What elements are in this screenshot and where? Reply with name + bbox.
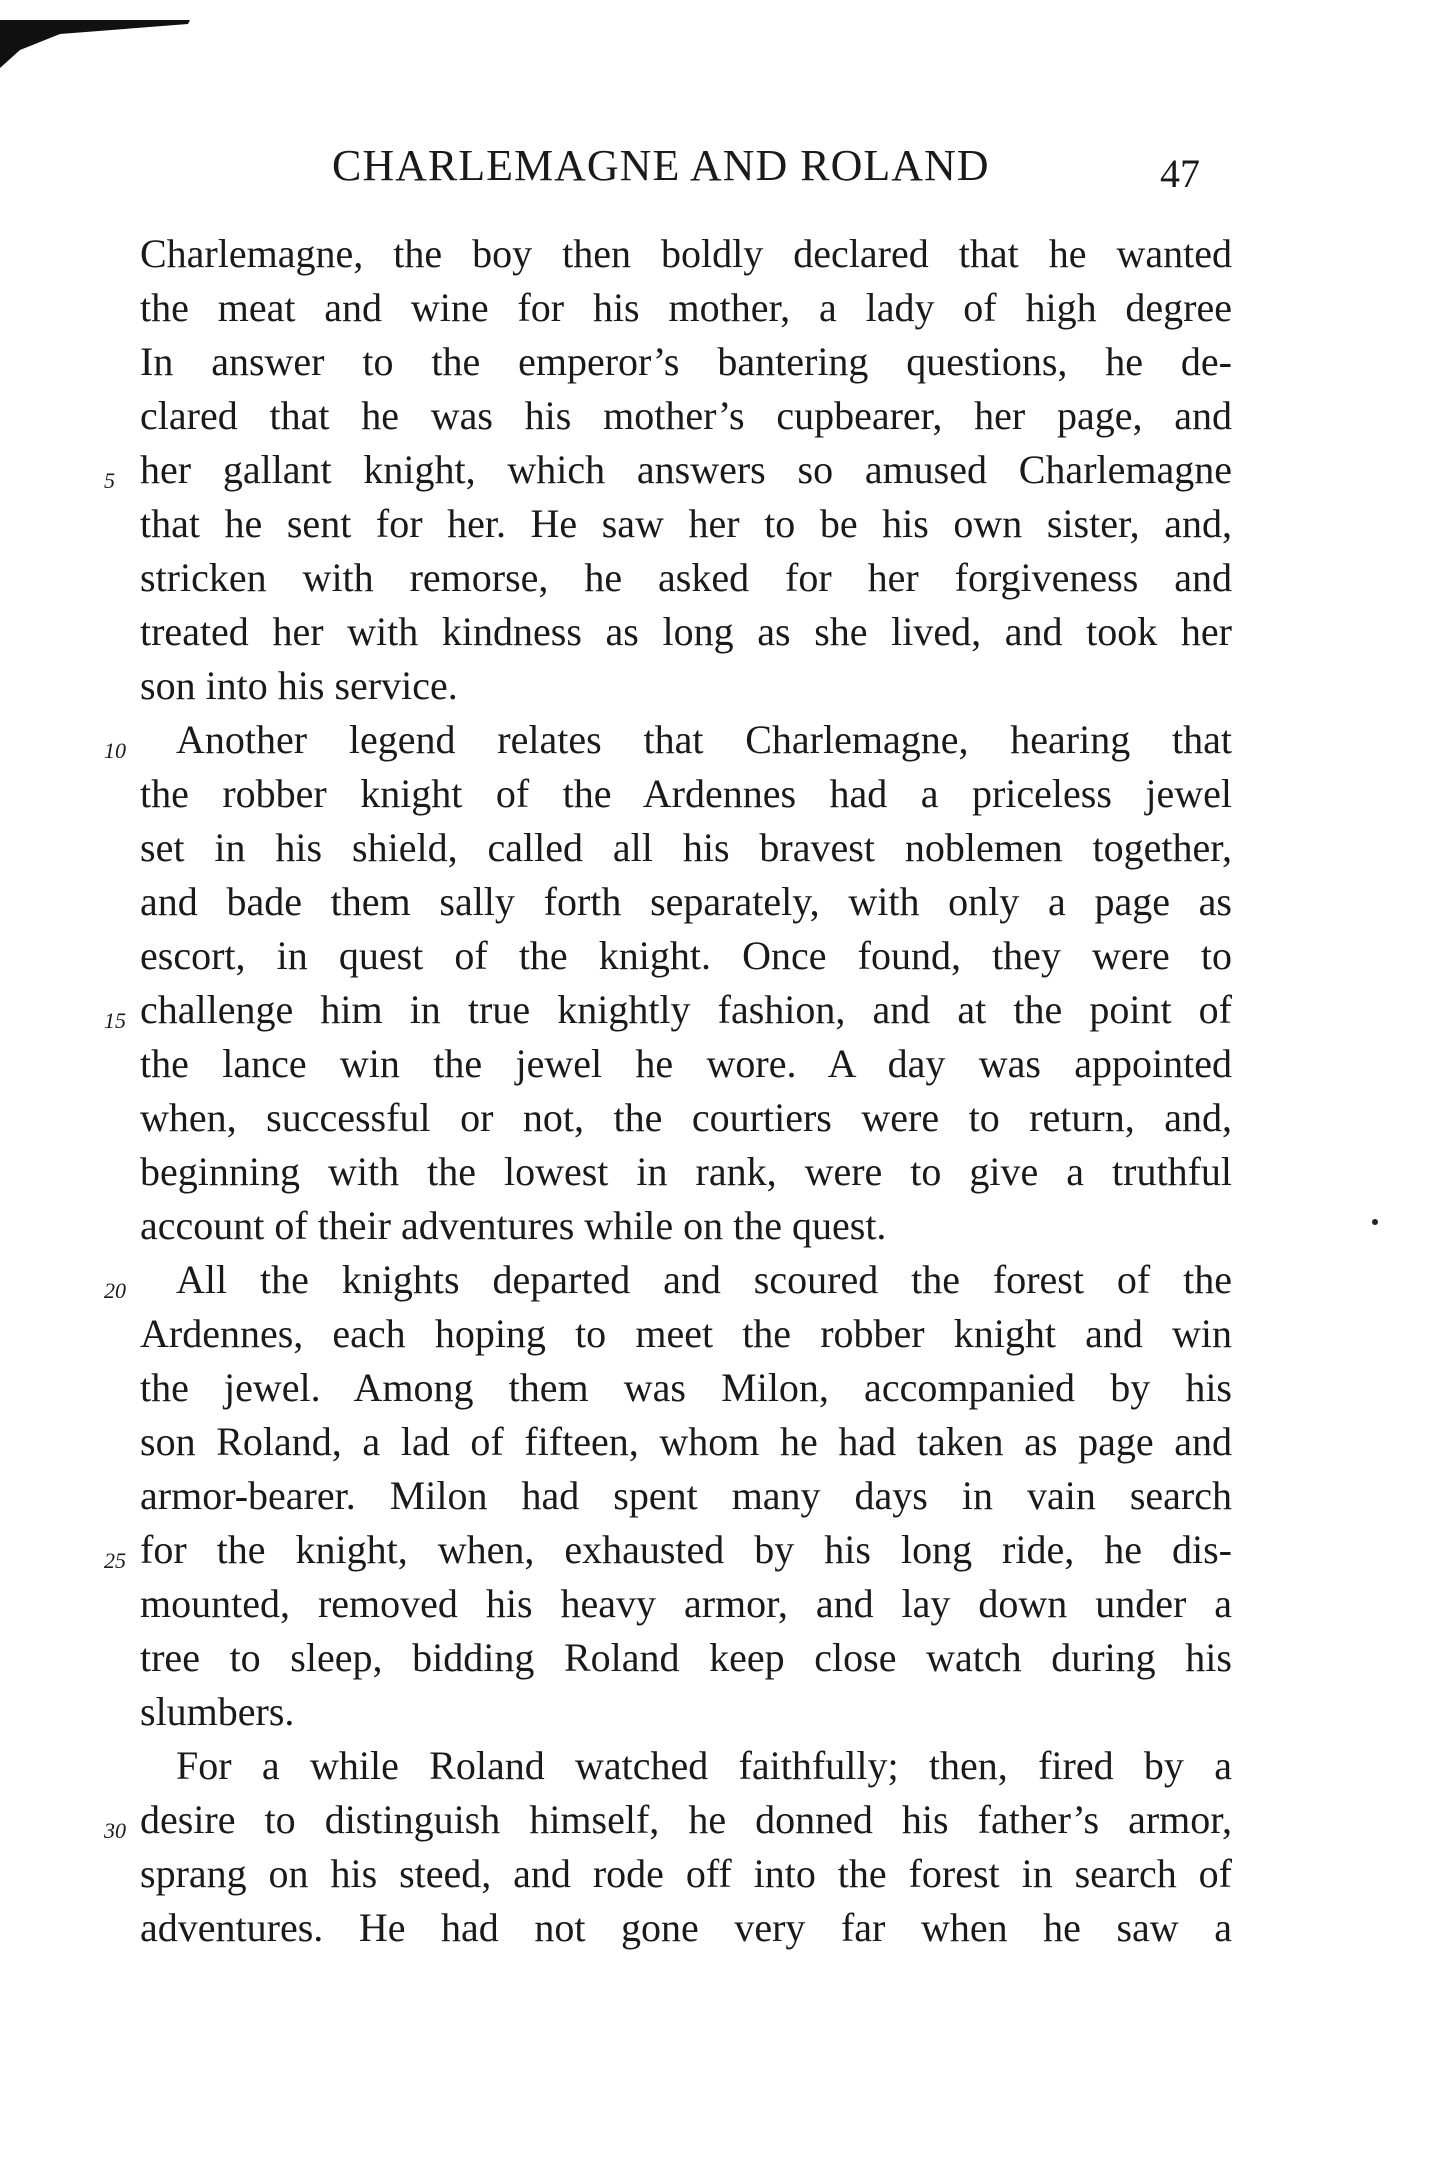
running-header [0,140,1437,196]
text-line: desire to distinguish himself, he donned his father’s armor, [140,1797,1232,1842]
text-line: slumbers. [140,1689,295,1734]
text-line: set in his shield, called all his bravest noblemen together, [140,825,1232,870]
text-line: Charlemagne, the boy then boldly declared that he wanted [140,231,1232,276]
text-line: adventures. He had not gone very far when he saw a [140,1905,1232,1950]
text-line: son into his service. [140,663,458,708]
text-line: son Roland, a lad of fifteen, whom he had taken as page and [140,1419,1232,1464]
ink-speck [1372,1219,1378,1225]
line-number: 15 [104,1008,126,1033]
text-line: treated her with kindness as long as she lived, and took her [140,609,1232,654]
line-number: 30 [104,1818,126,1843]
page-title: CHARLEMAGNE AND ROLAND [332,141,990,190]
text-line: the robber knight of the Ardennes had a priceless jewel [140,771,1232,816]
text-line: account of their adventures while on the quest. [140,1203,887,1248]
line-number: 20 [104,1278,126,1303]
text-line: sprang on his steed, and rode off into the forest in search of [140,1851,1232,1896]
text-line: armor-bearer. Milon had spent many days in vain search [140,1473,1232,1518]
text-line: Ardennes, each hoping to meet the robber knight and win [140,1311,1232,1356]
text-line: mounted, removed his heavy armor, and lay down under a [140,1581,1232,1626]
text-line: For a while Roland watched faithfully; then, fired by a [176,1743,1232,1788]
text-line: Another legend relates that Charlemagne, hearing that [176,717,1232,762]
line-number: 10 [104,738,126,763]
text-line: challenge him in true knightly fashion, and at the point of [140,987,1232,1032]
line-number: 5 [104,468,115,493]
text-line: for the knight, when, exhausted by his long ride, he dis- [140,1527,1232,1572]
text-line: All the knights departed and scoured the forest of the [176,1257,1232,1302]
text-line: when, successful or not, the courtiers were to return, and, [140,1095,1232,1140]
printer-mark-icon [0,20,190,70]
text-line: stricken with remorse, he asked for her forgiveness and [140,555,1232,600]
text-line: the meat and wine for his mother, a lady of high degree [140,285,1232,330]
text-line: tree to sleep, bidding Roland keep close watch during his [140,1635,1232,1680]
text-line: and bade them sally forth separately, with only a page as [140,879,1232,924]
text-line: the lance win the jewel he wore. A day was appointed [140,1041,1232,1086]
text-line: beginning with the lowest in rank, were to give a truthful [140,1149,1232,1194]
text-line: her gallant knight, which answers so amused Charlemagne [140,447,1232,492]
text-line: escort, in quest of the knight. Once found, they were to [140,933,1232,978]
text-line: In answer to the emperor’s bantering questions, he de- [140,339,1232,384]
line-number: 25 [104,1548,126,1573]
page-number: 47 [1160,151,1200,196]
text-line: that he sent for her. He saw her to be his own sister, and, [140,501,1232,546]
text-line: the jewel. Among them was Milon, accompanied by his [140,1365,1232,1410]
text-line: clared that he was his mother’s cupbearer, her page, and [140,393,1232,438]
